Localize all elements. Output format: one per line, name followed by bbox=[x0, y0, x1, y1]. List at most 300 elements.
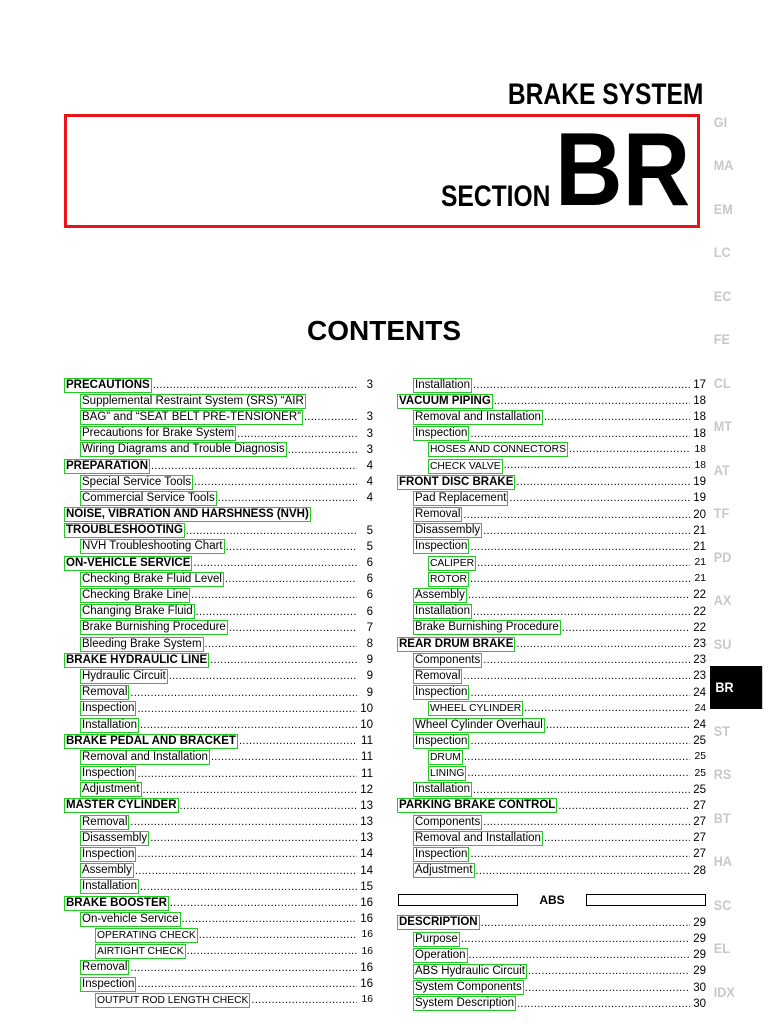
toc-entry-label[interactable]: Inspection bbox=[415, 540, 468, 553]
toc-leader-dots bbox=[196, 604, 357, 620]
toc-entry-label[interactable]: Installation bbox=[82, 718, 137, 731]
section-tab-ec[interactable]: EC bbox=[713, 287, 732, 304]
toc-entry-label[interactable]: Assembly bbox=[415, 589, 465, 602]
section-tab-pd[interactable]: PD bbox=[713, 548, 732, 565]
toc-entry-label[interactable]: MASTER CYLINDER bbox=[66, 799, 177, 812]
toc-entry[interactable] bbox=[65, 523, 373, 539]
toc-entry[interactable] bbox=[398, 947, 706, 963]
toc-entry[interactable] bbox=[65, 846, 373, 862]
toc-entry[interactable] bbox=[398, 863, 706, 879]
section-tab-br[interactable]: BR bbox=[710, 666, 762, 710]
toc-entry[interactable] bbox=[398, 507, 706, 523]
toc-leader-dots bbox=[229, 620, 357, 636]
toc-entry-page: 4 bbox=[366, 492, 373, 505]
toc-entry[interactable] bbox=[65, 555, 373, 571]
toc-entry-label[interactable]: Installation bbox=[415, 605, 470, 618]
toc-leader-dots bbox=[469, 947, 690, 963]
toc-leader-dots bbox=[304, 409, 357, 425]
toc-entry-page: 4 bbox=[366, 476, 373, 489]
section-tab-bt[interactable]: BT bbox=[713, 809, 731, 826]
toc-leader-dots bbox=[524, 700, 690, 717]
toc-entry-page: 27 bbox=[693, 848, 706, 861]
toc-entry-page: 11 bbox=[361, 751, 373, 764]
toc-leader-dots bbox=[151, 458, 357, 474]
toc-entry-page: 27 bbox=[693, 799, 706, 812]
toc-entry-page: 28 bbox=[693, 864, 706, 877]
toc-leader-dots bbox=[205, 636, 357, 652]
toc-leader-dots bbox=[180, 798, 357, 814]
toc-entry-label[interactable]: Inspection bbox=[415, 734, 468, 747]
toc-entry-page: 22 bbox=[693, 621, 706, 634]
toc-leader-dots bbox=[237, 426, 357, 442]
toc-leader-dots bbox=[137, 766, 357, 782]
toc-entry-label[interactable]: Commercial Service Tools bbox=[82, 491, 215, 504]
toc-entry-label[interactable]: CHECK VALVE bbox=[430, 460, 501, 472]
toc-leader-dots bbox=[210, 652, 357, 668]
toc-entry-label[interactable]: Removal bbox=[415, 508, 461, 521]
toc-entry-label[interactable]: Adjustment bbox=[82, 783, 140, 796]
toc-entry[interactable] bbox=[65, 377, 373, 393]
toc-entry[interactable] bbox=[65, 733, 373, 749]
toc-entry-label[interactable]: Pad Replacement bbox=[415, 491, 507, 504]
toc-entry[interactable] bbox=[398, 490, 706, 506]
toc-leader-dots bbox=[239, 733, 357, 749]
abs-heading-bar-left bbox=[398, 894, 518, 906]
toc-leader-dots bbox=[483, 814, 690, 830]
toc-entry[interactable] bbox=[398, 733, 706, 749]
toc-entry-label[interactable]: System Components bbox=[415, 981, 522, 994]
section-code: BR bbox=[555, 112, 691, 228]
toc-entry[interactable] bbox=[65, 685, 373, 701]
toc-leader-dots bbox=[468, 587, 690, 603]
toc-entry[interactable] bbox=[398, 782, 706, 798]
toc-entry[interactable] bbox=[65, 992, 373, 1008]
toc-entry-page: 14 bbox=[360, 848, 373, 861]
section-tab-ax[interactable]: AX bbox=[713, 592, 732, 609]
toc-entry[interactable] bbox=[398, 458, 706, 474]
toc-leader-dots bbox=[470, 846, 690, 862]
toc-leader-dots bbox=[199, 927, 357, 944]
toc-entry-page: 8 bbox=[366, 638, 373, 650]
toc-entry-label[interactable]: ABS Hydraulic Circuit bbox=[415, 964, 525, 977]
toc-entry[interactable] bbox=[65, 652, 373, 668]
toc-entry-label[interactable]: Brake Burnishing Procedure bbox=[82, 621, 226, 634]
toc-leader-dots bbox=[137, 846, 357, 862]
toc-entry-page: 24 bbox=[693, 686, 706, 699]
toc-entry-page: 18 bbox=[693, 395, 706, 408]
toc-entry-page: 30 bbox=[693, 997, 706, 1010]
toc-entry-page: 25 bbox=[694, 767, 706, 779]
toc-entry-label[interactable]: NVH Troubleshooting Chart bbox=[82, 540, 223, 553]
toc-leader-dots bbox=[562, 620, 690, 636]
toc-entry[interactable] bbox=[398, 766, 706, 782]
section-tab-mt[interactable]: MT bbox=[713, 418, 732, 435]
abs-heading-bar-right bbox=[586, 894, 706, 906]
toc-entry-label[interactable]: Checking Brake Line bbox=[82, 589, 189, 602]
toc-entry[interactable] bbox=[65, 490, 373, 506]
toc-entry-label[interactable]: Purpose bbox=[415, 932, 458, 945]
toc-entry-page: 6 bbox=[366, 557, 373, 570]
toc-entry-page: 7 bbox=[366, 621, 373, 634]
toc-leader-dots bbox=[477, 555, 690, 572]
toc-entry[interactable] bbox=[65, 701, 373, 717]
toc-entry[interactable] bbox=[398, 830, 706, 846]
toc-leader-dots bbox=[191, 587, 357, 603]
toc-leader-dots bbox=[473, 604, 690, 620]
toc-entry-page: 3 bbox=[366, 379, 373, 391]
toc-entry-label[interactable]: Removal bbox=[82, 686, 128, 699]
section-tab-gi[interactable]: GI bbox=[713, 113, 728, 130]
toc-leader-dots bbox=[130, 814, 357, 830]
toc-entry-label[interactable]: On-vehicle Service bbox=[82, 912, 179, 925]
toc-entry[interactable] bbox=[398, 963, 706, 979]
toc-entry[interactable] bbox=[398, 587, 706, 603]
toc-entry-page: 17 bbox=[693, 379, 706, 391]
toc-entry-label[interactable]: Inspection bbox=[415, 686, 468, 699]
toc-entry-label[interactable]: ROTOR bbox=[430, 573, 467, 585]
toc-leader-dots bbox=[470, 539, 690, 555]
section-tab-su[interactable]: SU bbox=[713, 635, 732, 652]
toc-entry-page: 30 bbox=[693, 981, 706, 994]
toc-entry-page: 5 bbox=[366, 540, 373, 553]
toc-entry-label[interactable]: WHEEL CYLINDER bbox=[430, 703, 522, 715]
toc-entry-page: 29 bbox=[693, 933, 706, 945]
toc-leader-dots bbox=[194, 474, 357, 490]
toc-entry-page: 29 bbox=[693, 949, 706, 962]
toc-entry-page: 4 bbox=[366, 459, 373, 472]
toc-entry-label[interactable]: PRECAUTIONS bbox=[66, 378, 150, 391]
toc-entry[interactable] bbox=[398, 652, 706, 668]
toc-entry-label[interactable]: Inspection bbox=[82, 702, 135, 715]
toc-entry-label[interactable]: Removal and Installation bbox=[415, 410, 541, 423]
toc-leader-dots bbox=[140, 717, 357, 733]
toc-entry-label[interactable]: OUTPUT ROD LENGTH CHECK bbox=[97, 994, 249, 1006]
toc-entry-label[interactable]: Installation bbox=[82, 880, 137, 893]
toc-entry-label[interactable]: Components bbox=[415, 653, 481, 666]
toc-entry-page: 27 bbox=[693, 816, 706, 829]
section-title: BRAKE SYSTEM bbox=[507, 78, 703, 111]
toc-leader-dots bbox=[467, 765, 690, 782]
toc-entry[interactable] bbox=[398, 846, 706, 862]
toc-entry[interactable] bbox=[398, 717, 706, 733]
toc-entry[interactable] bbox=[398, 442, 706, 458]
toc-leader-dots bbox=[516, 474, 690, 490]
toc-entry-page: 18 bbox=[694, 443, 706, 455]
toc-entry[interactable] bbox=[65, 976, 373, 992]
toc-entry-label[interactable]: Removal and Installation bbox=[415, 831, 541, 844]
toc-entry[interactable] bbox=[398, 393, 706, 409]
toc-entry-label[interactable]: System Description bbox=[415, 997, 515, 1010]
toc-entry[interactable] bbox=[398, 426, 706, 442]
abs-heading bbox=[398, 885, 706, 915]
toc-entry-label[interactable]: AIRTIGHT CHECK bbox=[97, 946, 184, 958]
toc-entry-label[interactable]: Checking Brake Fluid Level bbox=[82, 572, 222, 585]
toc-entry[interactable] bbox=[65, 830, 373, 846]
toc-entry-label[interactable]: Disassembly bbox=[415, 524, 481, 537]
toc-entry[interactable] bbox=[398, 915, 706, 931]
toc-leader-dots bbox=[470, 571, 690, 588]
toc-entry[interactable] bbox=[65, 911, 373, 927]
toc-entry-label[interactable]: BRAKE HYDRAULIC LINE bbox=[66, 653, 208, 666]
toc-entry-page: 13 bbox=[360, 799, 373, 812]
toc-entry-label[interactable]: Wiring Diagrams and Trouble Diagnosis bbox=[82, 443, 285, 456]
toc-entry-label[interactable]: Installation bbox=[415, 783, 470, 796]
toc-leader-dots bbox=[169, 668, 357, 684]
section-tab-em[interactable]: EM bbox=[713, 200, 733, 217]
toc-entry-page: 9 bbox=[366, 686, 373, 699]
toc-entry[interactable] bbox=[398, 931, 706, 947]
toc-leader-dots bbox=[130, 960, 357, 976]
toc-entry[interactable] bbox=[65, 944, 373, 960]
toc-right-abs bbox=[398, 915, 706, 1012]
toc-entry[interactable] bbox=[65, 668, 373, 684]
toc-entry[interactable] bbox=[398, 685, 706, 701]
toc-entry-label[interactable]: Disassembly bbox=[82, 831, 148, 844]
toc-entry[interactable] bbox=[65, 960, 373, 976]
toc-entry-label[interactable]: BAG” and “SEAT BELT PRE-TENSIONER” bbox=[82, 410, 301, 423]
toc-leader-dots bbox=[546, 717, 690, 733]
toc-entry-label[interactable]: DESCRIPTION bbox=[399, 916, 478, 929]
toc-entry[interactable] bbox=[65, 863, 373, 879]
toc-leader-dots bbox=[483, 523, 690, 539]
toc-entry[interactable] bbox=[398, 996, 706, 1012]
toc-entry-page: 13 bbox=[360, 832, 373, 845]
toc-entry-page: 21 bbox=[694, 573, 706, 585]
toc-entry-label[interactable]: Assembly bbox=[82, 864, 132, 877]
toc-entry[interactable] bbox=[65, 474, 373, 490]
toc-entry[interactable] bbox=[65, 442, 373, 458]
toc-entry-label[interactable]: LINING bbox=[430, 768, 465, 780]
toc-entry-label[interactable]: CALIPER bbox=[430, 557, 475, 569]
toc-entry[interactable] bbox=[398, 798, 706, 814]
toc-leader-dots bbox=[483, 652, 690, 668]
toc-entry-page: 23 bbox=[693, 638, 706, 650]
toc-entry[interactable] bbox=[65, 539, 373, 555]
toc-entry[interactable] bbox=[65, 458, 373, 474]
toc-entry[interactable] bbox=[65, 814, 373, 830]
toc-entry-page: 23 bbox=[693, 654, 706, 667]
toc-leader-dots bbox=[193, 555, 357, 571]
toc-leader-dots bbox=[137, 976, 357, 992]
section-tab-rs[interactable]: RS bbox=[713, 766, 732, 783]
toc-entry-label[interactable]: OPERATING CHECK bbox=[97, 929, 196, 941]
abs-heading-label: ABS bbox=[539, 892, 565, 907]
toc-leader-dots bbox=[473, 377, 690, 393]
section-tab-st[interactable]: ST bbox=[713, 722, 730, 739]
section-tab-tf[interactable]: TF bbox=[713, 505, 730, 522]
toc-entry[interactable] bbox=[398, 539, 706, 555]
toc-entry-page: 10 bbox=[360, 718, 373, 731]
toc-entry[interactable] bbox=[65, 620, 373, 636]
toc-entry-label[interactable]: BRAKE BOOSTER bbox=[66, 896, 167, 909]
toc-entry-label[interactable]: REAR DRUM BRAKE bbox=[399, 637, 514, 650]
toc-entry-page: 10 bbox=[360, 702, 373, 715]
toc-entry[interactable] bbox=[398, 409, 706, 425]
toc-entry[interactable] bbox=[65, 604, 373, 620]
toc-entry[interactable] bbox=[398, 620, 706, 636]
toc-entry-page: 9 bbox=[366, 654, 373, 667]
toc-entry[interactable] bbox=[398, 377, 706, 393]
toc-entry-page: 16 bbox=[360, 977, 373, 990]
toc-leader-dots bbox=[558, 798, 690, 814]
section-tab-sc[interactable]: SC bbox=[713, 896, 732, 913]
toc-entry-page: 29 bbox=[693, 965, 706, 978]
toc-entry-page: 11 bbox=[361, 735, 373, 748]
toc-entry[interactable] bbox=[65, 409, 373, 425]
toc-leader-dots bbox=[130, 685, 357, 701]
section-tab-cl[interactable]: CL bbox=[713, 374, 731, 391]
toc-entry[interactable] bbox=[65, 927, 373, 943]
toc-entry-label[interactable]: Inspection bbox=[415, 848, 468, 861]
toc-leader-dots bbox=[251, 992, 357, 1009]
section-tab-ma[interactable]: MA bbox=[713, 157, 734, 174]
toc-leader-dots bbox=[544, 409, 690, 425]
toc-entry-label[interactable]: Operation bbox=[415, 948, 466, 961]
toc-entry[interactable] bbox=[398, 980, 706, 996]
toc-entry-label[interactable]: FRONT DISC BRAKE bbox=[399, 475, 514, 488]
toc-entry-page: 11 bbox=[361, 767, 373, 780]
toc-leader-dots bbox=[473, 782, 690, 798]
section-tab-at[interactable]: AT bbox=[713, 461, 730, 478]
section-tab-idx[interactable]: IDX bbox=[713, 983, 735, 1000]
toc-entry-label[interactable]: DRUM bbox=[430, 751, 461, 763]
toc-entry-label[interactable]: Inspection bbox=[82, 977, 135, 990]
toc-entry-label[interactable]: Inspection bbox=[82, 767, 135, 780]
toc-entry-page: 25 bbox=[693, 783, 706, 796]
toc-entry-page: 21 bbox=[693, 540, 706, 553]
toc-entry[interactable] bbox=[398, 474, 706, 490]
toc-entry-label[interactable]: Special Service Tools bbox=[82, 475, 192, 488]
toc-entry-label[interactable]: Inspection bbox=[415, 427, 468, 440]
toc-right-column bbox=[398, 377, 706, 1012]
section-tab-lc[interactable]: LC bbox=[713, 244, 731, 261]
toc-entry[interactable] bbox=[65, 636, 373, 652]
toc-entry-page: 3 bbox=[366, 411, 373, 424]
toc-leader-dots bbox=[137, 701, 357, 717]
toc-entry-label[interactable]: VACUUM PIPING bbox=[399, 394, 491, 407]
toc-leader-dots bbox=[153, 377, 357, 393]
toc-leader-dots bbox=[143, 782, 357, 798]
toc-left-column bbox=[65, 377, 373, 1008]
section-tabs bbox=[712, 100, 768, 1014]
toc-entry-page: 23 bbox=[693, 670, 706, 683]
toc-leader-dots bbox=[463, 668, 690, 684]
toc-entry-label[interactable]: Removal and Installation bbox=[82, 750, 208, 763]
section-tab-el[interactable]: EL bbox=[713, 940, 730, 957]
toc-entry-label[interactable]: BRAKE PEDAL AND BRACKET bbox=[66, 734, 236, 747]
toc-entry[interactable] bbox=[65, 426, 373, 442]
toc-leader-dots bbox=[544, 830, 690, 846]
toc-entry-page: 19 bbox=[693, 476, 706, 489]
toc-leader-dots bbox=[494, 393, 690, 409]
toc-entry-page: 15 bbox=[360, 880, 373, 893]
toc-entry[interactable] bbox=[398, 749, 706, 765]
toc-entry[interactable] bbox=[65, 749, 373, 765]
toc-entry-label[interactable]: Installation bbox=[415, 378, 470, 391]
toc-entry[interactable] bbox=[65, 879, 373, 895]
toc-entry-label[interactable]: ON-VEHICLE SERVICE bbox=[66, 556, 191, 569]
contents-title: CONTENTS bbox=[307, 315, 461, 346]
toc-entry[interactable] bbox=[65, 717, 373, 733]
toc-entry[interactable] bbox=[398, 814, 706, 830]
toc-entry-label[interactable]: HOSES AND CONNECTORS bbox=[430, 444, 566, 456]
toc-entry[interactable] bbox=[65, 766, 373, 782]
toc-entry-page: 21 bbox=[694, 557, 706, 569]
toc-entry-label[interactable]: Removal bbox=[82, 815, 128, 828]
toc-entry[interactable] bbox=[398, 523, 706, 539]
toc-leader-dots bbox=[211, 749, 357, 765]
toc-leader-dots bbox=[187, 943, 357, 960]
toc-entry-label[interactable]: Hydraulic Circuit bbox=[82, 669, 166, 682]
toc-entry-page: 12 bbox=[360, 783, 373, 796]
toc-entry-label[interactable]: TROUBLESHOOTING bbox=[66, 524, 183, 537]
toc-entry-label[interactable]: Supplemental Restraint System (SRS) “AIR bbox=[82, 394, 304, 407]
toc-entry-page: 24 bbox=[694, 702, 706, 714]
toc-entry-page: 24 bbox=[693, 718, 706, 731]
toc-entry-label[interactable]: Bleeding Brake System bbox=[82, 637, 202, 650]
toc-entry-label[interactable]: PREPARATION bbox=[66, 459, 148, 472]
toc-entry-page: 9 bbox=[366, 670, 373, 683]
toc-leader-dots bbox=[470, 685, 690, 701]
toc-entry[interactable] bbox=[398, 571, 706, 587]
toc-entry-page: 18 bbox=[694, 459, 706, 471]
toc-entry-page: 21 bbox=[693, 524, 706, 537]
toc-entry-page: 27 bbox=[693, 832, 706, 845]
toc-entry-label[interactable]: Changing Brake Fluid bbox=[82, 605, 193, 618]
toc-entry[interactable] bbox=[398, 636, 706, 652]
toc-entry-label[interactable]: Wheel Cylinder Overhaul bbox=[415, 718, 543, 731]
toc-entry-page: 22 bbox=[693, 589, 706, 602]
toc-entry[interactable] bbox=[398, 701, 706, 717]
toc-leader-dots bbox=[226, 539, 357, 555]
toc-entry-label[interactable]: Precautions for Brake System bbox=[82, 427, 235, 440]
toc-entry[interactable] bbox=[65, 895, 373, 911]
toc-entry-label[interactable]: Removal bbox=[82, 961, 128, 974]
section-tab-ha[interactable]: HA bbox=[713, 853, 733, 870]
toc-entry-label[interactable]: PARKING BRAKE CONTROL bbox=[399, 799, 556, 812]
toc-entry-label[interactable]: NOISE, VIBRATION AND HARSHNESS (NVH) bbox=[66, 508, 309, 521]
toc-entry-label[interactable]: Components bbox=[415, 815, 481, 828]
toc-entry[interactable] bbox=[65, 782, 373, 798]
toc-leader-dots bbox=[461, 931, 690, 947]
toc-entry-label[interactable]: Brake Burnishing Procedure bbox=[415, 621, 559, 634]
toc-leader-dots bbox=[476, 863, 690, 879]
toc-entry-page: 25 bbox=[694, 751, 706, 763]
section-tab-fe[interactable]: FE bbox=[713, 331, 730, 348]
toc-leader-dots bbox=[288, 442, 357, 458]
toc-entry-page: 22 bbox=[693, 605, 706, 618]
toc-entry[interactable] bbox=[65, 798, 373, 814]
toc-entry[interactable] bbox=[65, 393, 373, 409]
toc-entry-page: 16 bbox=[361, 994, 373, 1006]
toc-entry[interactable] bbox=[398, 555, 706, 571]
toc-entry-label[interactable]: Inspection bbox=[82, 848, 135, 861]
section-word: SECTION bbox=[441, 180, 551, 213]
toc-entry[interactable] bbox=[65, 571, 373, 587]
toc-entry[interactable] bbox=[398, 604, 706, 620]
toc-entry[interactable] bbox=[65, 507, 373, 523]
toc-leader-dots bbox=[528, 963, 690, 979]
toc-entry-page: 25 bbox=[693, 735, 706, 748]
toc-entry-page: 3 bbox=[366, 443, 373, 456]
toc-entry[interactable] bbox=[65, 587, 373, 603]
toc-leader-dots bbox=[464, 749, 690, 766]
toc-leader-dots bbox=[170, 895, 357, 911]
toc-entry-label[interactable]: Removal bbox=[415, 669, 461, 682]
toc-entry-label[interactable]: Adjustment bbox=[415, 864, 473, 877]
toc-entry[interactable] bbox=[398, 668, 706, 684]
toc-entry-page: 16 bbox=[360, 961, 373, 974]
